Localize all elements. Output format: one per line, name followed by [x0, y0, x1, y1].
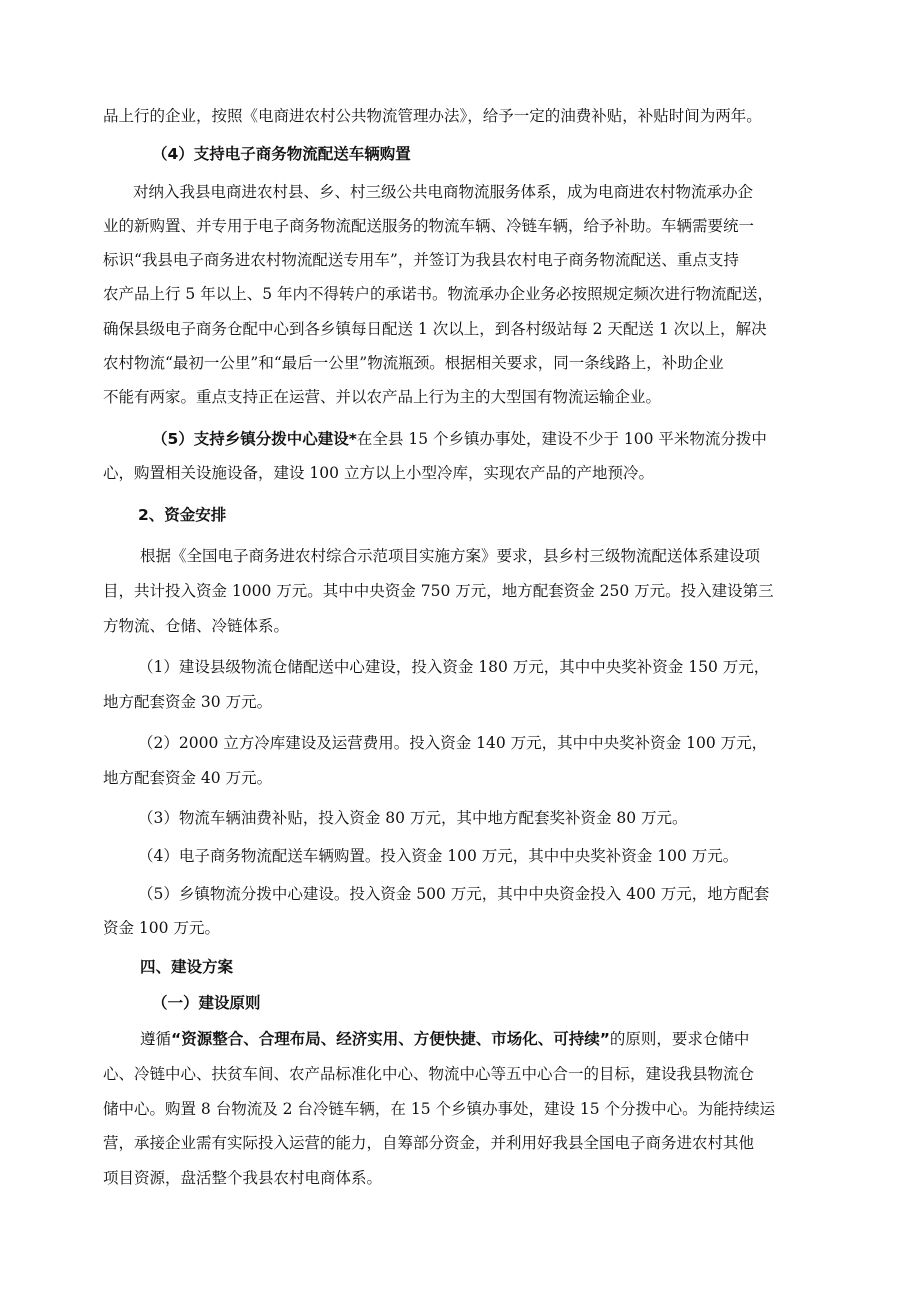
funding-item: 地方配套资金 30 万元。	[103, 693, 273, 711]
funding-line: 方物流、仓储、冷链体系。	[103, 617, 290, 635]
funding-item: （4）电子商务物流配送车辆购置。投入资金 100 万元，其中中央奖补资金 100 万元。	[138, 847, 739, 865]
item5-line1	[152, 427, 767, 451]
item4-line: 不能有两家。重点支持正在运营、并以农产品上行为主的大型国有物流运输企业。	[103, 388, 662, 406]
principle-text-line: 储中心。购置 8 台物流及 2 台冷链车辆，在 15 个乡镇办事处，建设 15 个分拨中心。为能持续运	[103, 1100, 776, 1118]
item5-line1-rest: 在全县 15 个乡镇办事处，建设不少于 100 平米物流分拨中	[356, 430, 767, 448]
item4-line: 业的新购置、并专用于电子商务物流配送服务的物流车辆、冷链车辆，给予补助。车辆需要统一	[103, 217, 755, 235]
intro-line: 品上行的企业，按照《电商进农村公共物流管理办法》，给予一定的油费补贴，补贴时间为两年。	[103, 107, 762, 125]
item5-heading: （5）支持乡镇分拨中心建设*	[152, 430, 357, 448]
item4-line: 确保县级电子商务仓配中心到各乡镇每日配送 1 次以上，到各村级站每 2 天配送 1 次以上，解决	[103, 320, 767, 338]
item4-line: 农村物流“最初一公里”和“最后一公里”物流瓶颈。根据相关要求，同一条线路上，补助企业	[103, 354, 724, 372]
funding-item: （3）物流车辆油费补贴，投入资金 80 万元，其中地方配套奖补资金 80 万元。	[138, 809, 688, 827]
funding-item: （1）建设县级物流仓储配送中心建设，投入资金 180 万元，其中中央奖补资金 150 万元，	[138, 658, 770, 676]
section4-subheading: （一）建设原则	[152, 994, 261, 1012]
principle-suffix: 的原则，要求仓储中	[609, 1030, 750, 1048]
funding-item: （2）2000 立方冷库建设及运营费用。投入资金 140 万元，其中中央奖补资金 100 万元，	[138, 734, 768, 752]
principle-bold: “资源整合、合理布局、经济实用、方便快捷、市场化、可持续”	[171, 1030, 610, 1048]
funding-line: 目，共计投入资金 1000 万元。其中中央资金 750 万元，地方配套资金 250 万元。投入建设第三	[103, 582, 774, 600]
item5-line2: 心，购置相关设施设备，建设 100 立方以上小型冷库，实现农产品的产地预冷。	[103, 464, 654, 482]
funding-heading: 2、资金安排	[138, 506, 227, 524]
item4-heading: （4）支持电子商务物流配送车辆购置	[152, 145, 411, 163]
funding-item: （5）乡镇物流分拨中心建设。投入资金 500 万元，其中中央资金投入 400 万元，地方配套	[138, 885, 770, 903]
principle-text-line: 心、冷链中心、扶贫车间、农产品标准化中心、物流中心等五中心合一的目标，建设我县物流仓	[103, 1065, 755, 1083]
principle-prefix: 遵循	[140, 1030, 172, 1048]
principle-text-line: 项目资源，盘活整个我县农村电商体系。	[103, 1169, 383, 1187]
principle-line	[140, 1027, 749, 1051]
principle-text-line: 营，承接企业需有实际投入运营的能力，自筹部分资金，并利用好我县全国电子商务进农村其他	[103, 1134, 755, 1152]
section4-heading: 四、建设方案	[140, 958, 234, 976]
funding-line: 根据《全国电子商务进农村综合示范项目实施方案》要求，县乡村三级物流配送体系建设项	[140, 547, 761, 565]
funding-item: 资金 100 万元。	[103, 919, 220, 937]
item4-line: 对纳入我县电商进农村县、乡、村三级公共电商物流服务体系，成为电商进农村物流承办企	[133, 183, 754, 201]
item4-line: 标识“我县电子商务进农村物流配送专用车”，并签订为我县农村电子商务物流配送、重点支持	[103, 251, 739, 269]
item4-line: 农产品上行 5 年以上、5 年内不得转户的承诺书。物流承办企业务必按照规定频次进行物流配送，	[103, 285, 774, 303]
funding-item: 地方配套资金 40 万元。	[103, 769, 273, 787]
